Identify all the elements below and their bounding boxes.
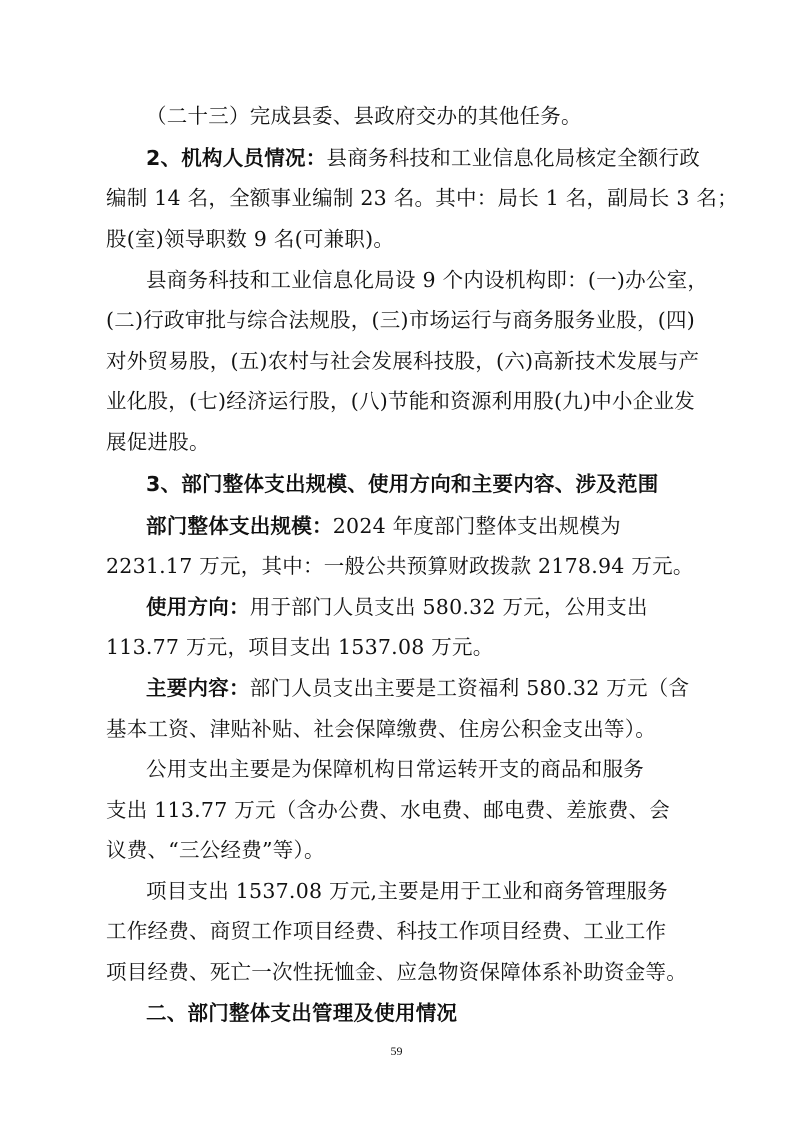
paragraph-text: 2024 年度部门整体支出规模为 <box>332 514 621 538</box>
paragraph-text: 县商务科技和工业信息化局核定全额行政 <box>326 146 701 170</box>
text-line: 对外贸易股，(五)农村与社会发展科技股，(六)高新技术发展与产 <box>106 349 700 373</box>
paragraph-text: 用于部门人员支出 580.32 万元，公用支出 <box>249 595 648 619</box>
text-line: 支出 113.77 万元（含办公费、水电费、邮电费、差旅费、会 <box>106 798 671 822</box>
text-line: 项目支出 1537.08 万元,主要是用于工业和商务管理服务 <box>146 879 668 903</box>
section-heading: 3、部门整体支出规模、使用方向和主要内容、涉及范围 <box>146 472 659 496</box>
text-line: 基本工资、津贴补贴、社会保障缴费、住房公积金支出等）。 <box>106 717 656 741</box>
bold-label: 使用方向： <box>146 595 250 619</box>
paragraph-line <box>146 597 648 618</box>
text-line: 公用支出主要是为保障机构日常运转开支的商品和服务 <box>146 757 644 781</box>
text-line: 项目经费、死亡一次性抚恤金、应急物资保障体系补助资金等。 <box>106 960 687 984</box>
text-line: 2231.17 万元，其中：一般公共预算财政拨款 2178.94 万元。 <box>106 554 694 578</box>
text-line: 工作经费、商贸工作项目经费、科技工作项目经费、工业工作 <box>106 919 667 943</box>
text-line: 113.77 万元，项目支出 1537.08 万元。 <box>106 635 494 659</box>
text-line: 议费、“三公经费”等）。 <box>106 838 325 862</box>
section-heading: 二、部门整体支出管理及使用情况 <box>146 1001 458 1025</box>
bold-label: 主要内容： <box>146 676 250 700</box>
text-line: （二十三）完成县委、县政府交办的其他任务。 <box>146 104 582 128</box>
text-line: 展促进股。 <box>106 430 210 454</box>
paragraph-line <box>146 678 689 699</box>
text-line: (二)行政审批与综合法规股，(三)市场运行与商务服务业股，(四) <box>106 308 695 332</box>
section-heading: 2、机构人员情况： <box>146 146 327 170</box>
text-line: 县商务科技和工业信息化局设 9 个内设机构即：(一)办公室， <box>146 268 709 292</box>
paragraph-line <box>146 516 621 537</box>
text-line: 编制 14 名，全额事业编制 23 名。其中：局长 1 名，副局长 3 名； <box>106 186 738 210</box>
bold-label: 部门整体支出规模： <box>146 514 333 538</box>
text-line: 业化股，(七)经济运行股，(八)节能和资源利用股(九)中小企业发 <box>106 389 695 413</box>
text-line: 股(室)领导职数 9 名(可兼职)。 <box>106 227 395 251</box>
paragraph-text: 部门人员支出主要是工资福利 580.32 万元（含 <box>249 676 690 700</box>
paragraph-line <box>146 148 700 169</box>
page-number: 59 <box>390 1044 403 1058</box>
